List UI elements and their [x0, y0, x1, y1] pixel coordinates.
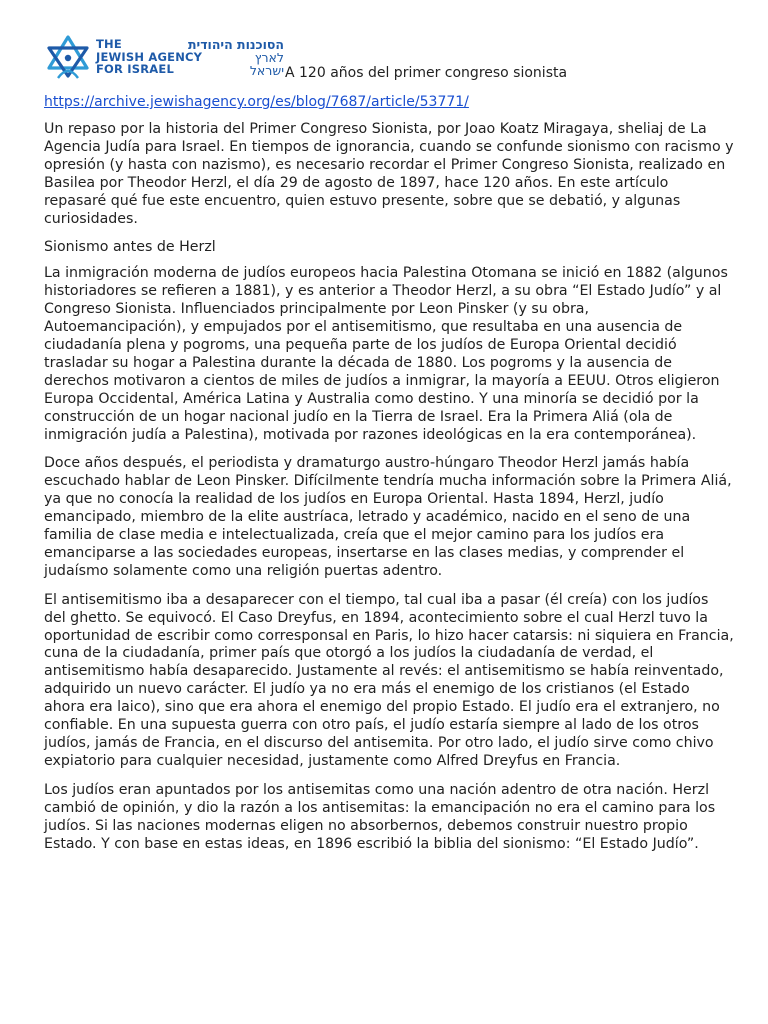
- logo-he-line1: הסוכנות היהודית: [187, 37, 284, 52]
- source-link[interactable]: https://archive.jewishagency.org/es/blog/7687/article/53771/: [44, 94, 469, 110]
- logo-he-line3: ישראל: [249, 63, 284, 78]
- article-body: [44, 121, 734, 864]
- logo-en-line1: THE: [96, 37, 122, 51]
- paragraph-4: Los judíos eran apuntados por los antisemitas como una nación adentro de otra nación. Herzl cambió de opinión, y dio la razón a los antisemitas: la emancipación no era el camino para los judíos. Si las naciones modernas eligen no absorbernos, debemos construir nuestro propio Estado. Y con base en estas ideas, en 1896 escribió la biblia del sionismo: “El Estado Judío”.: [44, 781, 716, 852]
- header: [44, 34, 724, 82]
- jewish-agency-logo: [44, 34, 284, 82]
- paragraph-1: La inmigración moderna de judíos europeos hacia Palestina Otomana se inició en 1882 (algunos historiadores se refieren a 1881), y es anterior a Theodor Herzl, a su obra “El Estado Judío” y al Congreso Sionista. Influenciados principalmente por Leon Pinsker (y su obra, Autoemancipación), y empujados por el antisemitismo, que resultaba en una ausencia de ciudadanía plena y pogroms, una pequeña parte de los judíos de Europa Oriental decidió trasladar su hogar a Palestina durante la década de 1880. Los pogroms y la ausencia de derechos motivaron a cientos de miles de judíos a inmigrar, la mayoría a EEUU. Otros eligieron Europa Occidental, América Latina y Australia como destino. Y una minoría se decidió por la construcción de un hogar nacional judío en la Tierra de Israel. Era la Primera Aliá (ola de inmigración judía a Palestina), motivada por razones ideológicas en la era contemporánea).: [44, 265, 728, 443]
- paragraph-2: Doce años después, el periodista y dramaturgo austro-húngaro Theodor Herzl jamás había escuchado hablar de Leon Pinsker. Difícilmente tendría mucha información sobre la Primera Aliá, ya que no conocía la realidad de los judíos en Europa Oriental. Hasta 1894, Herzl, judío emancipado, miembro de la elite austríaca, letrado y académico, nacido en el seno de una familia de clase media e intelectualizada, creía que el mejor camino para los judíos era emanciparse a las sociedades europeas, insertarse en las clases medias, y comprender el judaísmo solamente como una religión puertas adentro.: [44, 455, 732, 579]
- logo-en-line2: JEWISH AGENCY: [96, 49, 203, 64]
- section-subheading: Sionismo antes de Herzl: [44, 239, 216, 256]
- logo-triangle-up: [49, 37, 87, 68]
- logo-he-line2: לארץ: [254, 50, 284, 65]
- logo-dot: [65, 55, 71, 61]
- intro-paragraph: Un repaso por la historia del Primer Congreso Sionista, por Joao Koatz Miragaya, sheliaj de La Agencia Judía para Israel. En tiempos de ignorancia, cuando se confunde sionismo con racismo y opresión (y hasta con nazismo), es necesario recordar el Primer Congreso Sionista, realizado en Basilea por Theodor Herzl, el día 29 de agosto de 1897, hace 120 años. En este artículo repasaré qué fue este encuentro, quien estuvo presente, sobre que se debatió, y algunas curiosidades.: [44, 121, 734, 227]
- star-of-david-logo-icon: [44, 34, 92, 82]
- logo-en-line3: FOR ISRAEL: [96, 62, 174, 76]
- logo-text-hebrew: [166, 38, 284, 77]
- paragraph-3: El antisemitismo iba a desaparecer con el tiempo, tal cual iba a pasar (él creía) con los judíos del ghetto. Se equivocó. El Caso Dreyfus, en 1894, acontecimiento sobre el cual Herzl tuvo la oportunidad de escribir como corresponsal en Paris, lo hizo hacer catarsis: ni siquiera en Francia, cuna de la ciudadanía, primer país que otorgó a los judíos la ciudadanía de verdad, el antisemitismo había desaparecido. Justamente al revés: el antisemitismo se había reinventado, adquirido un nuevo carácter. El judío ya no era más el enemigo de los cristianos (el Estado ahora era laico), sino que era ahora el enemigo del propio Estado. El judío era el extranjero, no confiable. En una supuesta guerra con otro país, el judío estaría siempre al lado de los otros judíos, jamás de Francia, en el discurso del antisemita. Por otro lado, el judío sirve como chivo expiatorio para cualquier necesidad, justamente como Alfred Dreyfus en Francia.: [44, 591, 734, 769]
- document-title: A 120 años del primer congreso sionista: [285, 65, 568, 81]
